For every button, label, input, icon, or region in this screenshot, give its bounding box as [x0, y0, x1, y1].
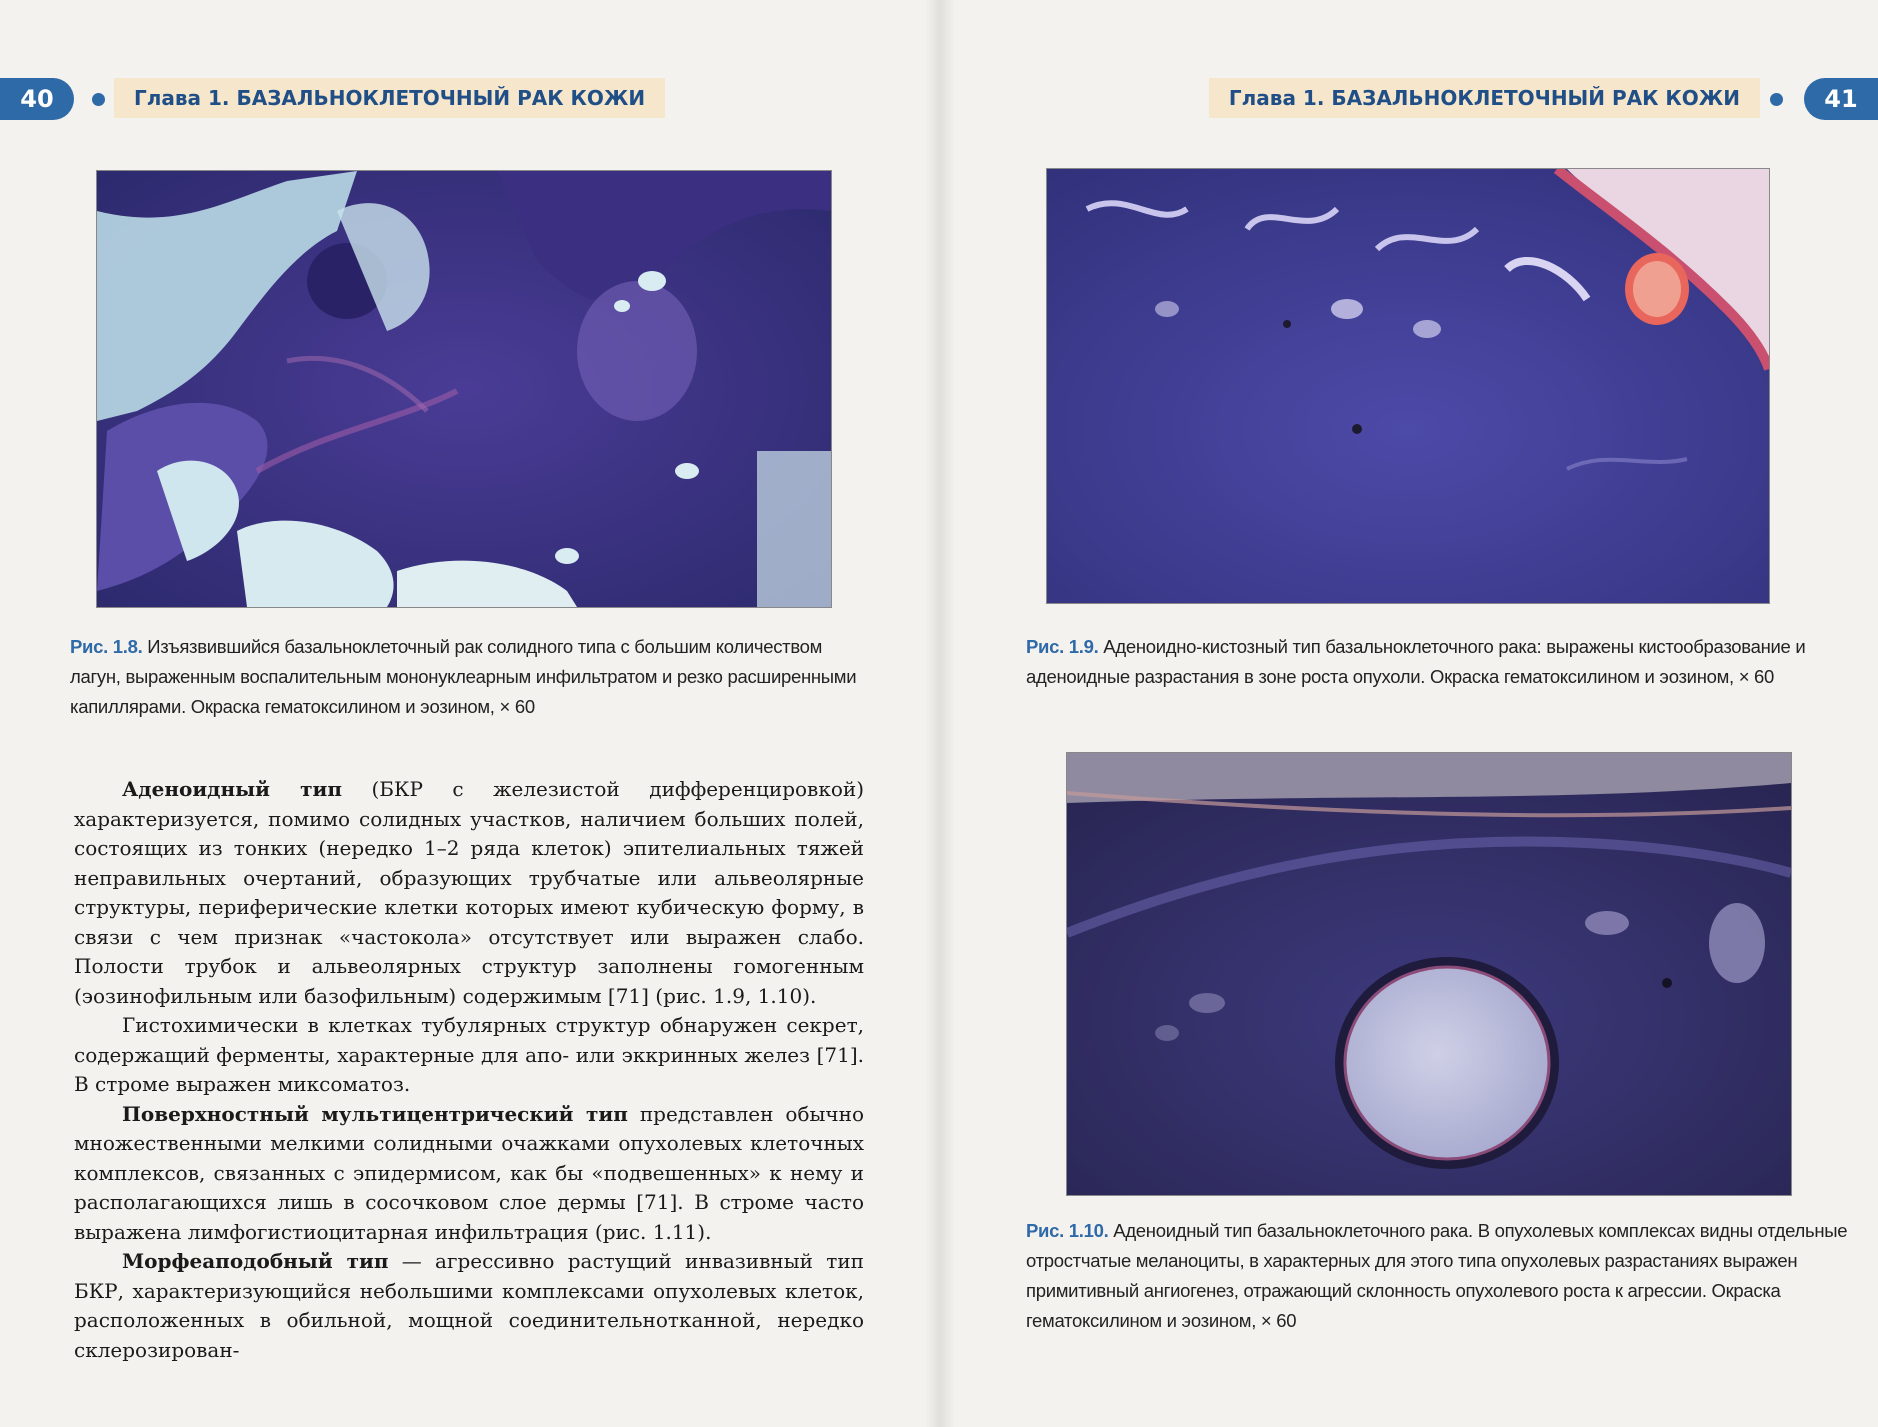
caption-line: Рис. 1.10. Аденоидный тип базальноклеточного рака. В опухолевых комплексах видны отдельные — [1026, 1220, 1848, 1241]
figure-label: Рис. 1.8. — [70, 636, 143, 657]
term-superficial: Поверхностный мультицентрический тип — [122, 1101, 628, 1126]
figure-label: Рис. 1.10. — [1026, 1220, 1109, 1241]
page-number-right: 41 — [1804, 78, 1878, 120]
caption-line: лагун, выраженным воспалительным мононуклеарным инфильтратом и резко расширенными — [70, 666, 857, 687]
term-morpheaform: Морфеаподобный тип — [122, 1249, 389, 1273]
paragraph-adenoid: Аденоидный тип (БКР с железистой дифференцировкой) характеризуется, помимо солидных участков, наличием больших полей, состоящих из тонких (нередко 1–2 ряда клеток) эпителиальных тяжей неправильных очертаний, образующих трубчатые или альвеолярные структуры, периферические клетки которых имеют кубическую форму, в связи с чем признак «частокола» отсутствует или выражен слабо. Полости трубок и альвеолярных структур заполнены гомогенным (эозинофильным или базофильным) содержимым [71] (рис. 1.9, 1.10). — [74, 777, 864, 1008]
right-page — [940, 0, 1878, 1427]
term-adenoid: Аденоидный тип — [122, 777, 342, 801]
paragraph-histochemistry: Гистохимически в клетках тубулярных структур обнаружен секрет, содержащий ферменты, характерные для апо- или эккринных желез [71]. В строме выражен миксоматоз. — [74, 1013, 864, 1096]
caption-line: аденоидные разрастания в зоне роста опухоли. Окраска гематоксилином и эозином, × 60 — [1026, 666, 1775, 687]
paragraph-morpheaform: Морфеаподобный тип — агрессивно растущий инвазивный тип БКР, характеризующийся небольшими комплексами опухолевых клеток, расположенных в обильной, мощной соединительнотканной, нередко склерозирован- — [74, 1249, 864, 1362]
figure-1-10-caption — [1026, 1216, 1856, 1336]
caption-line: примитивный ангиогенез, отражающий склонность опухолевого роста к агрессии. Окраска — [1026, 1280, 1781, 1301]
figure-1-8-caption — [70, 632, 870, 722]
caption-line: Рис. 1.8. Изъязвившийся базальноклеточный рак солидного типа с большим количеством — [70, 636, 823, 657]
caption-line: отростчатые меланоциты, в характерных для этого типа опухолевых разрастаниях выражен — [1026, 1250, 1798, 1271]
chapter-title-right: Глава 1. БАЗАЛЬНОКЛЕТОЧНЫЙ РАК КОЖИ — [1209, 78, 1760, 118]
caption-line: капиллярами. Окраска гематоксилином и эозином, × 60 — [70, 696, 535, 717]
chapter-title-left: Глава 1. БАЗАЛЬНОКЛЕТОЧНЫЙ РАК КОЖИ — [114, 78, 665, 118]
body-text — [74, 775, 864, 1365]
figure-label: Рис. 1.9. — [1026, 636, 1099, 657]
figure-1-8-image — [96, 170, 832, 608]
header-dot-left — [92, 93, 105, 106]
figure-1-10-image — [1066, 752, 1792, 1196]
caption-line: гематоксилином и эозином, × 60 — [1026, 1310, 1297, 1331]
figure-1-9-image — [1046, 168, 1770, 604]
paragraph-superficial: Поверхностный мультицентрический тип представлен обычно множественными мелкими солидными очажками опухолевых клеточных комплексов, связанных с эпидермисом, как бы «подвешенных» к нему и располагающихся лишь в сосочковом слое дермы [71]. В строме часто выражена лимфогистиоцитарная инфильтрация (рис. 1.11). — [74, 1101, 864, 1244]
page-number-left: 40 — [0, 78, 74, 120]
figure-1-9-caption — [1026, 632, 1856, 692]
header-dot-right — [1770, 93, 1783, 106]
caption-line: Рис. 1.9. Аденоидно-кистозный тип базальноклеточного рака: выражены кистообразование и — [1026, 636, 1806, 657]
